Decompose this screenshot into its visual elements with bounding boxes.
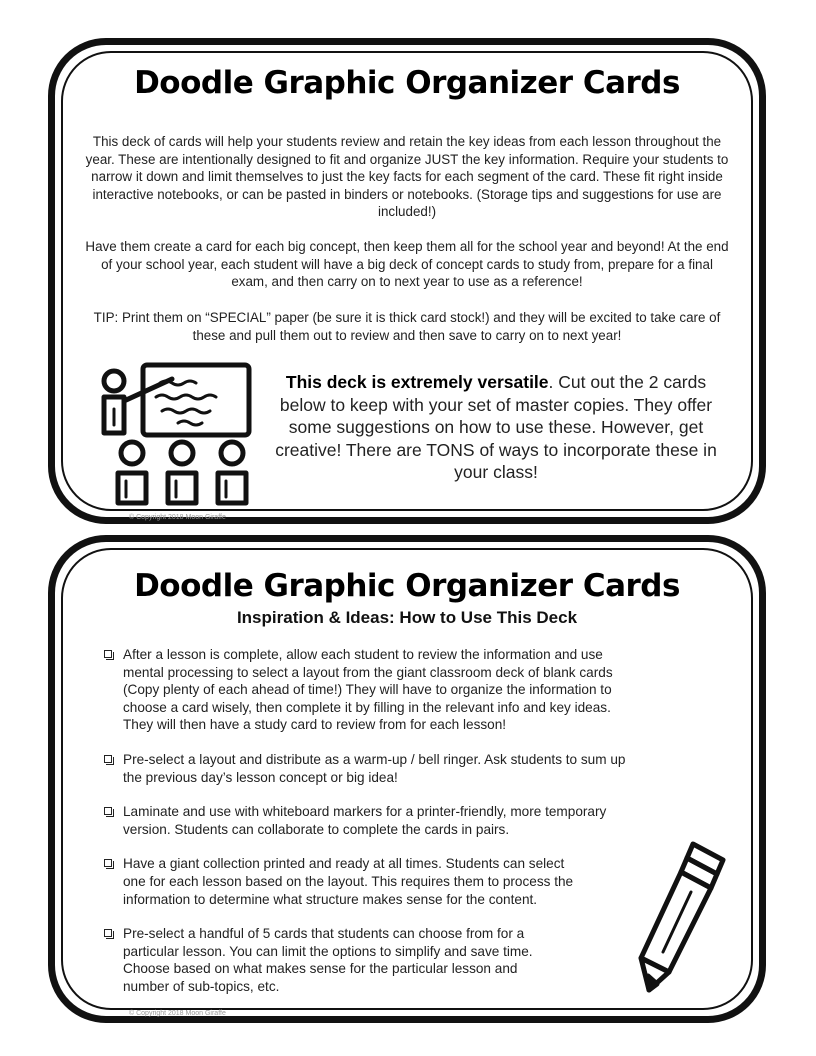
list-item (101, 925, 721, 995)
list-item (101, 646, 721, 734)
classroom-teacher-icon (98, 361, 258, 506)
idea-text: Have a giant collection printed and ready at all times. Students can select one for each lesson based on the layout. This requires them to process the information to determine what structure makes sense for the content. (123, 856, 574, 907)
ideas-list (101, 646, 721, 1013)
idea-text: Pre-select a layout and distribute as a warm-up / bell ringer. Ask students to sum up the previous day’s lesson concept or big idea! (123, 751, 626, 785)
versatile-note (267, 371, 725, 484)
ideas-card (48, 535, 766, 1023)
checkbox-icon (104, 859, 112, 867)
checkbox-icon (104, 755, 112, 763)
tip-paragraph: TIP: Print them on “SPECIAL” paper (be sure it is thick card stock!) and they will be excited to take care of these and pull them out to review and then save to carry on to next year! (93, 310, 721, 343)
card-title: Doodle Graphic Organizer Cards (134, 568, 680, 604)
copyright: © Copyright 2018 Moon Giraffe (129, 514, 226, 521)
card-title: Doodle Graphic Organizer Cards (134, 65, 680, 101)
card-subtitle: Inspiration & Ideas: How to Use This Deck (236, 608, 578, 627)
checkbox-icon (104, 807, 112, 815)
intro-card (48, 38, 766, 524)
checkbox-icon (104, 929, 112, 937)
checkbox-icon (104, 650, 112, 658)
pencil-icon (635, 834, 735, 994)
intro-paragraph: Have them create a card for each big concept, then keep them all for the school year and beyond! At the end of your school year, each student will have a big deck of concept cards to study from, prepare for a final exam, and then carry on to next year to use as a reference! (85, 239, 729, 289)
copyright: © Copyright 2018 Moon Giraffe (129, 1010, 226, 1017)
idea-text: After a lesson is complete, allow each student to review the information and use mental processing to select a layout from the giant classroom deck of blank cards (Copy plenty of each ahead of time!) They will have to organize the information to choose a card wisely, then complete it by filling in the relevant info and key ideas. They will then have a study card to review from for each lesson! (123, 647, 613, 733)
intro-paragraph: This deck of cards will help your students review and retain the key ideas from each lesson throughout the year. These are intentionally designed to fit and organize JUST the key information. Require your students to narrow it down and limit themselves to just the key facts for each segment of the card. These fit right inside interactive notebooks, or can be pasted in binders or notebooks. (Storage tips and suggestions for use are included!) (85, 134, 729, 219)
list-item (101, 855, 721, 908)
list-item (101, 751, 721, 786)
idea-text: Laminate and use with whiteboard markers for a printer-friendly, more temporary version. Students can collaborate to complete the cards in pairs. (123, 804, 607, 837)
list-item (101, 803, 721, 838)
idea-text: Pre-select a handful of 5 cards that students can choose from for a particular lesson. You can limit the options to simplify and save time. Choose based on what makes sense for the particular lesson and number of sub-topics, etc. (123, 926, 533, 994)
versatile-bold: This deck is extremely versatile (285, 372, 549, 392)
versatile-text: . Cut out the 2 cards below to keep with your set of master copies. They offer some suggestions on how to use these. However, get creative! There are TONS of ways to incorporate these in your class! (275, 372, 717, 482)
